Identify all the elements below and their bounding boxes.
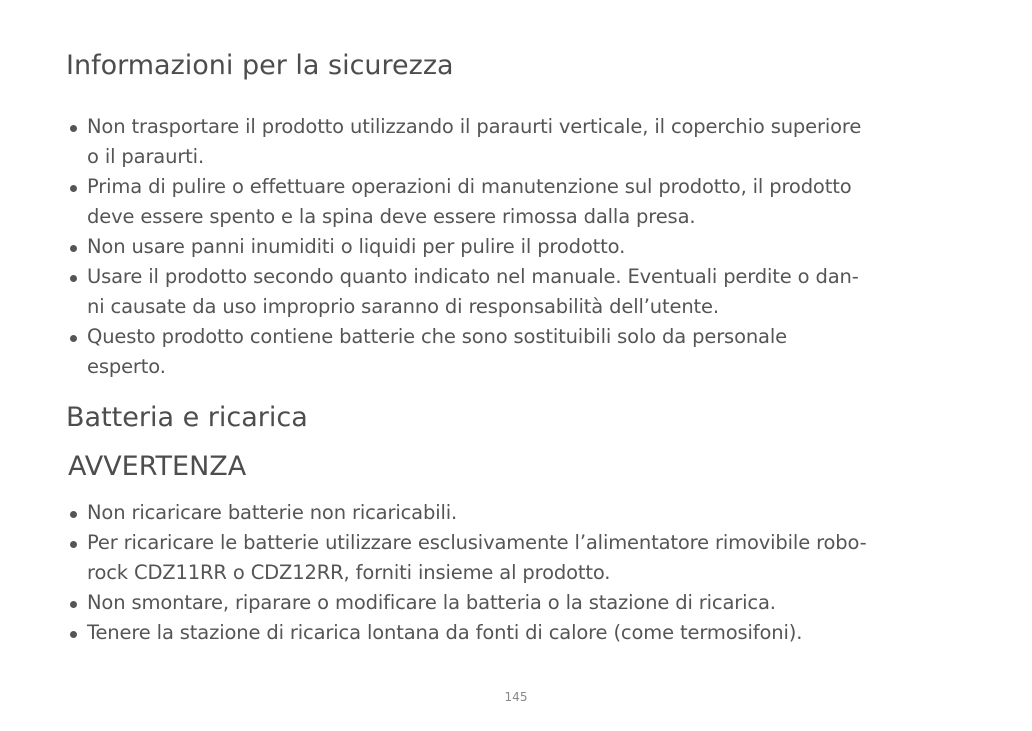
section-title-safety: Informazioni per la sicurezza	[66, 50, 454, 81]
list-item	[69, 172, 969, 232]
list-item-line: Non ricaricare batterie non ricaricabili.	[87, 501, 458, 524]
list-item-line: ni causate da uso improprio saranno di responsabilità dell’utente.	[87, 295, 719, 318]
list-item	[69, 112, 969, 172]
list-item-line: Non smontare, riparare o modificare la batteria o la stazione di ricarica.	[87, 591, 776, 614]
list-item-line: rock CDZ11RR o CDZ12RR, forniti insieme al prodotto.	[87, 561, 611, 584]
warning-heading: AVVERTENZA	[68, 451, 247, 482]
list-item-line: Questo prodotto contiene batterie che sono sostituibili solo da personale	[87, 325, 787, 348]
list-item-line: deve essere spento e la spina deve essere rimossa dalla presa.	[87, 205, 696, 228]
list-item	[69, 498, 969, 528]
list-item-line: Prima di pulire o effettuare operazioni di manutenzione sul prodotto, il prodotto	[87, 175, 852, 198]
list-item-line: Non trasportare il prodotto utilizzando il paraurti verticale, il coperchio superiore	[87, 115, 862, 138]
battery-list	[69, 498, 969, 648]
page-number: 145	[504, 690, 528, 704]
list-item	[69, 618, 969, 648]
list-item	[69, 528, 969, 588]
list-item-line: o il paraurti.	[87, 145, 204, 168]
safety-list	[69, 112, 969, 382]
list-item-line: Usare il prodotto secondo quanto indicato nel manuale. Eventuali perdite o dan-	[87, 265, 859, 288]
list-item-line: esperto.	[87, 355, 166, 378]
section-title-battery: Batteria e ricarica	[66, 402, 308, 433]
list-item-line: Non usare panni inumiditi o liquidi per pulire il prodotto.	[87, 235, 626, 258]
list-item	[69, 232, 969, 262]
list-item	[69, 262, 969, 322]
list-item	[69, 322, 969, 382]
list-item-line: Tenere la stazione di ricarica lontana da fonti di calore (come termosifoni).	[87, 621, 803, 644]
list-item-line: Per ricaricare le batterie utilizzare esclusivamente l’alimentatore rimovibile robo-	[87, 531, 867, 554]
list-item	[69, 588, 969, 618]
